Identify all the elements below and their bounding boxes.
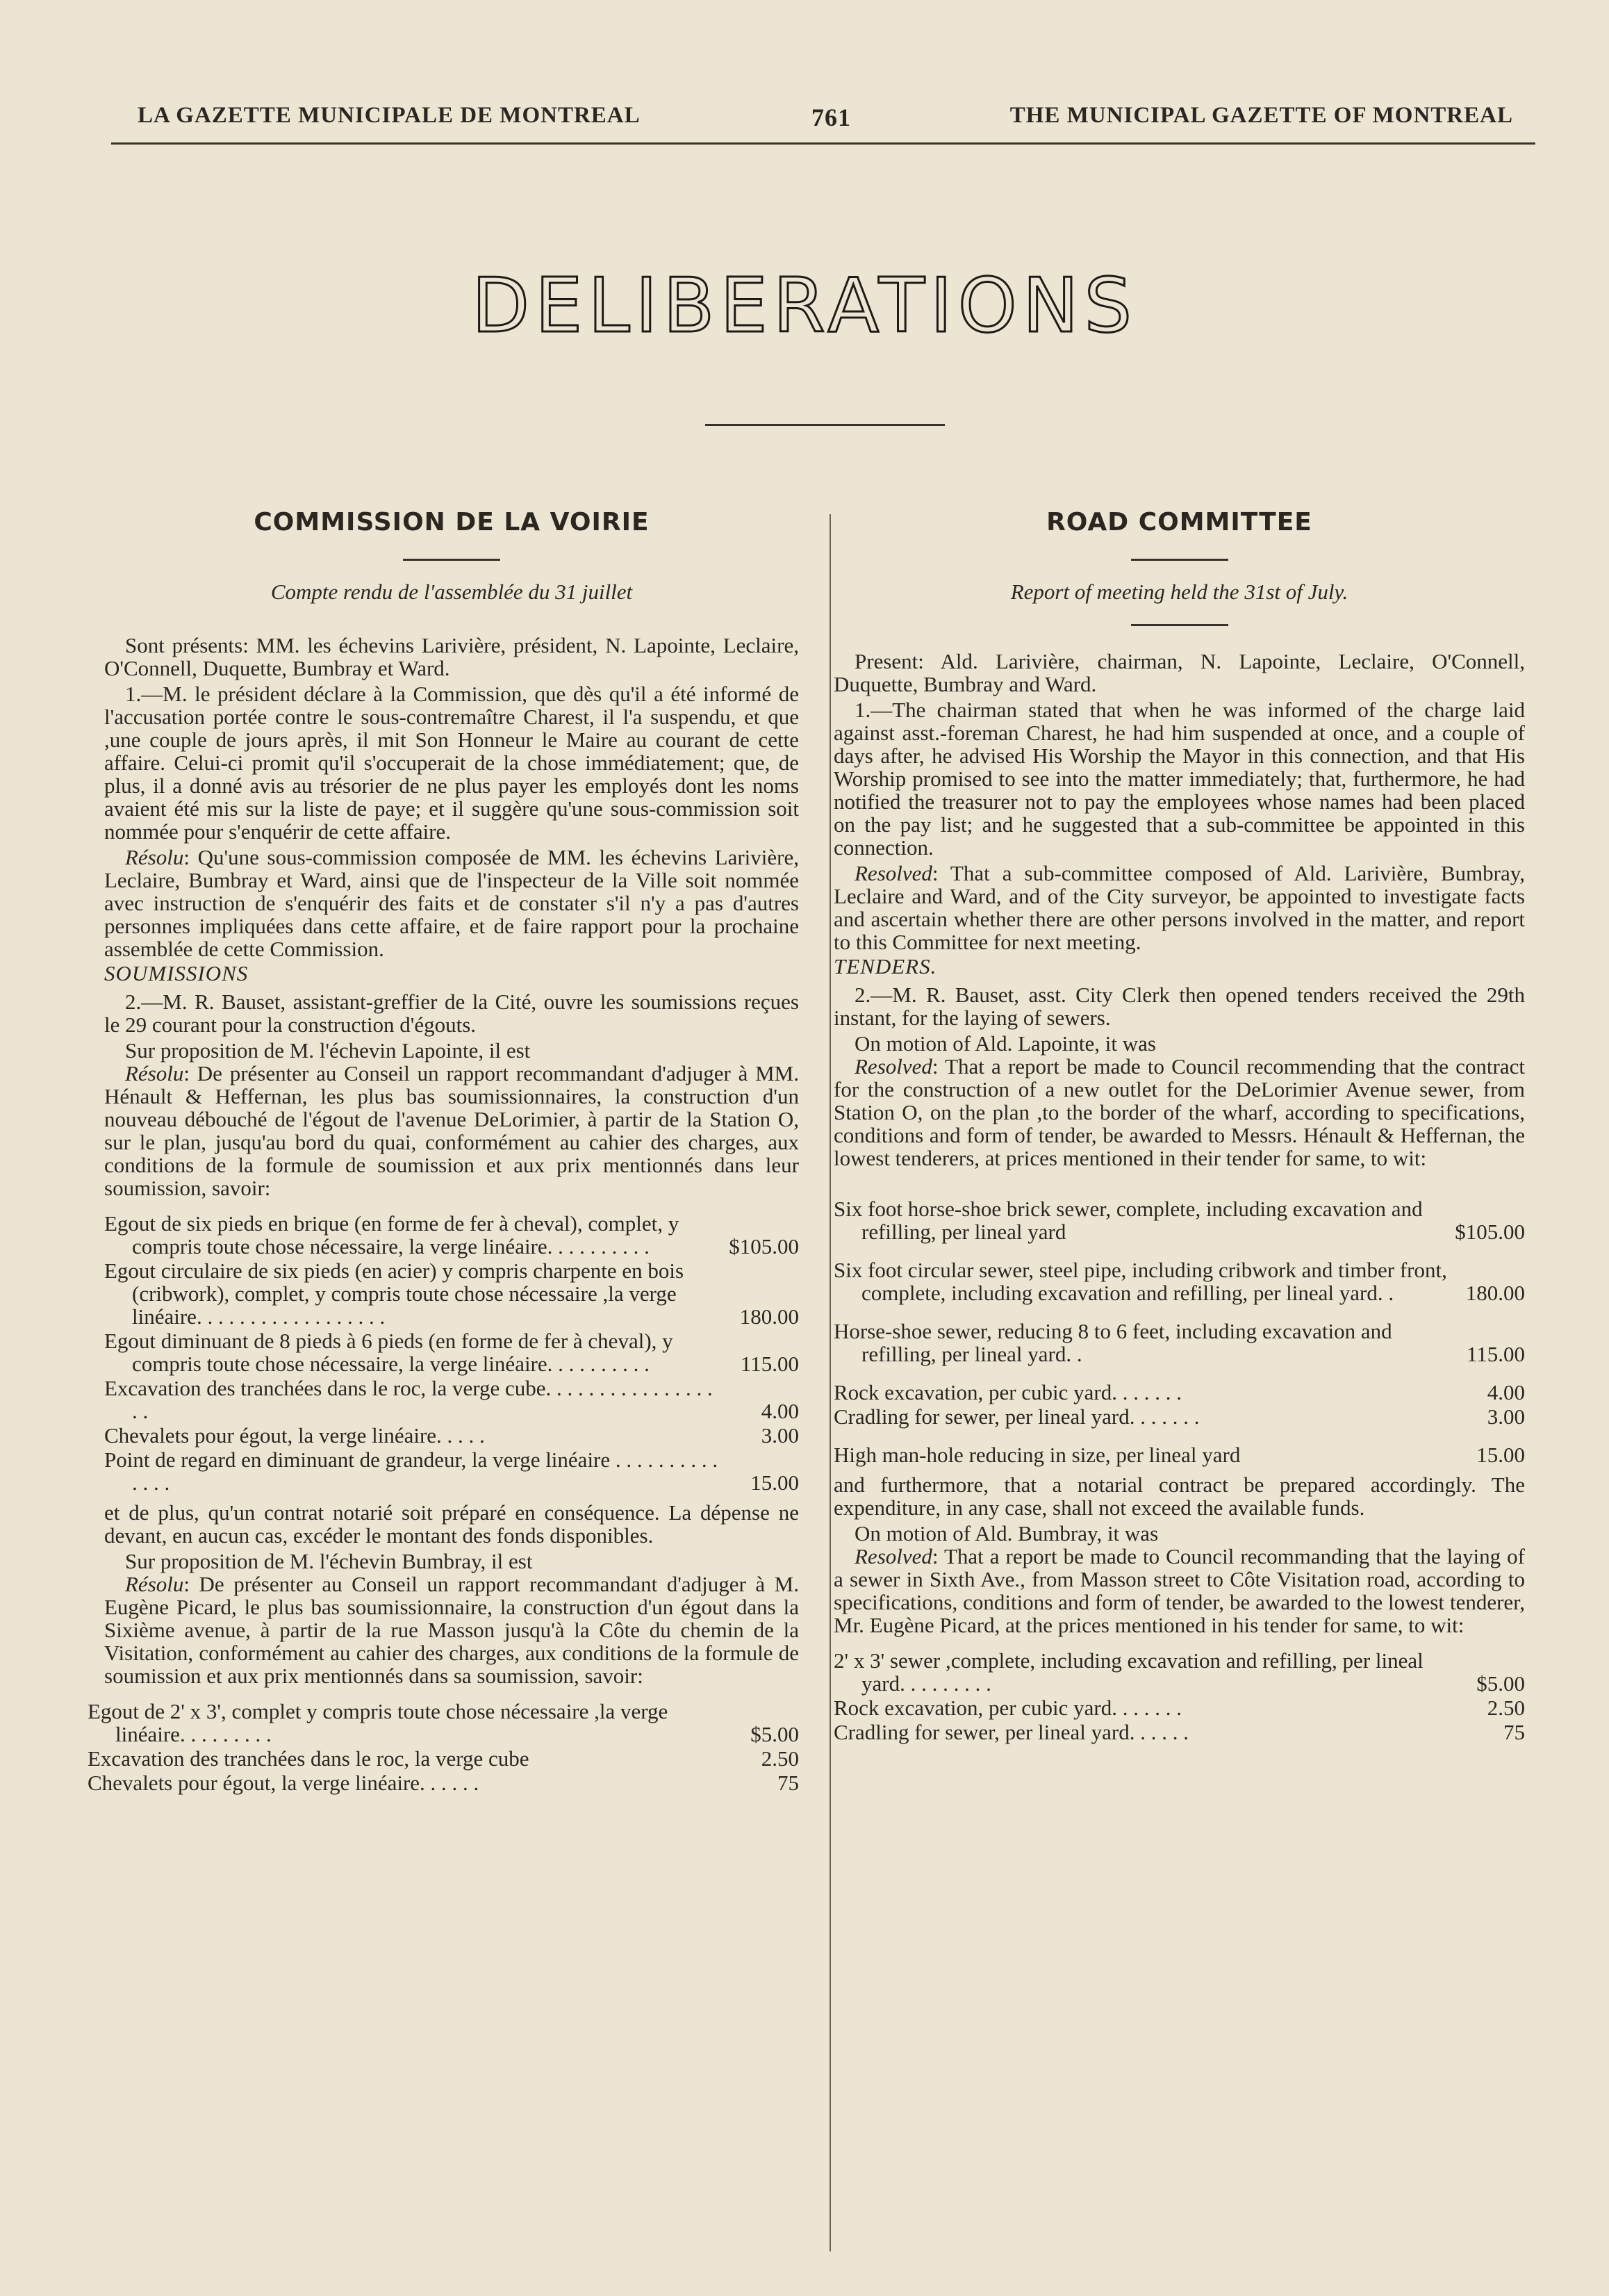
english-resolution-3 — [834, 1545, 1525, 1637]
resolution-label: Resolved — [855, 1054, 932, 1079]
price-value: 75 — [777, 1771, 799, 1795]
resolution-label: Resolved — [855, 861, 932, 885]
price-item — [834, 1649, 1525, 1695]
price-desc: Point de regard en diminuant de grandeur, la verge linéaire . . . . . . . . . . . . . . — [104, 1448, 718, 1495]
price-item — [834, 1443, 1525, 1466]
english-section-title: TENDERS. — [834, 954, 937, 978]
price-value: 15.00 — [1476, 1443, 1525, 1467]
price-item — [834, 1381, 1525, 1404]
header-rule — [111, 142, 1535, 145]
price-value: 4.00 — [761, 1399, 799, 1423]
english-heading: ROAD COMMITTEE — [1046, 508, 1312, 536]
price-item — [104, 1212, 799, 1258]
price-value: 2.50 — [1487, 1696, 1525, 1720]
french-motion-2: Sur proposition de M. l'échevin Bumbray, il est — [125, 1549, 533, 1573]
price-item — [834, 1405, 1525, 1428]
english-subtitle: Report of meeting held the 31st of July. — [1010, 580, 1348, 604]
english-attendance: Present: Ald. Larivière, chairman, N. Lapointe, Leclaire, O'Connell, Duquette, Bumbray and Ward. — [834, 649, 1525, 696]
english-contract-clause: and furthermore, that a notarial contract be prepared accordingly. The expenditure, in any case, shall not exceed the available funds. — [834, 1473, 1525, 1520]
resolution-text: : Qu'une sous-commission composée de MM. les échevins Larivière, Leclaire, Bumbray et Ward, ainsi que de l'inspecteur de la Ville soit nommée avec instruction de s'enquérir des faits et de constater s'il n'y a pas d'autres personnes impliquées dans cette affaire, et de faire rapport pour la prochaine assemblée de cette Commission. — [104, 845, 799, 961]
resolution-text: : De présenter au Conseil un rapport recommandant d'adjuger à M. Eugène Picard, le plus bas soumissionnaire, la construction d'un égout dans la Sixième avenue, à partir de la rue Masson jusqu'à la Côte du chemin de la Visitation, conformément au cahier des charges, aux conditions de la formule de soumission et aux prix mentionnés dans sa soumission, savoir: — [104, 1572, 799, 1688]
resolution-label: Résolu — [125, 845, 184, 869]
french-attendance: Sont présents: MM. les échevins Larivière, président, N. Lapointe, Leclaire, O'Connell, Duquette, Bumbray et Ward. — [104, 633, 799, 680]
french-resolution-3 — [104, 1573, 799, 1687]
price-desc: Chevalets pour égout, la verge linéaire. . . . . — [104, 1423, 485, 1448]
price-value: 2.50 — [761, 1746, 799, 1771]
price-desc: Excavation des tranchées dans le roc, la verge cube. . . . . . . . . . . . . . . . . . — [104, 1376, 713, 1423]
price-item — [104, 1329, 799, 1375]
price-desc: Cradling for sewer, per lineal yard. . . . . . . — [834, 1404, 1200, 1429]
english-motion-1: On motion of Ald. Lapointe, it was — [855, 1031, 1156, 1056]
french-price-list-2 — [88, 1700, 799, 1794]
resolution-label: Résolu — [125, 1572, 184, 1596]
resolution-text: : De présenter au Conseil un rapport recommandant d'adjuger à MM. Hénault & Heffernan, les plus bas soumissionnaires, la construction d'un nouveau débouché de l'égout de l'avenue DeLorimier, à partir de la Station O, sur le plan, jusqu'au bord du quai, conformément au cahier des charges, aux conditions de la formule de soumission et aux prix mentionnés dans leur soumission, savoir: — [104, 1061, 799, 1200]
price-desc: 2' x 3' sewer ,complete, including excavation and refilling, per lineal yard. . . . . . . . . — [834, 1648, 1424, 1696]
french-item-2: 2.—M. R. Bauset, assistant-greffier de la Cité, ouvre les soumissions reçues le 29 courant pour la construction d'égouts. — [104, 990, 799, 1037]
price-value: 115.00 — [1466, 1342, 1525, 1366]
price-value: 3.00 — [761, 1423, 799, 1448]
price-value: 180.00 — [739, 1304, 799, 1329]
price-value: $5.00 — [1476, 1671, 1525, 1696]
english-column — [834, 508, 1525, 1750]
spacer — [834, 626, 1525, 650]
price-value: 115.00 — [740, 1352, 799, 1376]
price-desc: Egout circulaire de six pieds (en acier) y compris charpente en bois (cribwork), complet, y compris toute chose nécessaire ,la verge linéaire. . . . . . . . . . . . . . . . . . — [104, 1258, 684, 1329]
title-rule — [705, 424, 945, 426]
price-desc: Egout diminuant de 8 pieds à 6 pieds (en forme de fer à cheval), y compris toute chose nécessaire, la verge linéaire. . . . . . . . . . — [104, 1329, 673, 1376]
price-item — [104, 1377, 799, 1422]
resolution-text: : That a report be made to Council recommanding that the laying of a sewer in Sixth Ave., from Masson street to Côte Visitation road, according to specifications, conditions and form of tender, be awarded to the lowest tenderer, Mr. Eugène Picard, at the prices mentioned in his tender for same, to wit: — [834, 1544, 1525, 1637]
price-desc: Cradling for sewer, per lineal yard. . . . . . — [834, 1720, 1189, 1744]
english-resolution-2 — [834, 1055, 1525, 1170]
french-resolution-1 — [104, 846, 799, 960]
price-desc: Horse-shoe sewer, reducing 8 to 6 feet, including excavation and refilling, per lineal yard. . — [834, 1319, 1392, 1366]
french-heading: COMMISSION DE LA VOIRIE — [254, 508, 650, 536]
price-desc: High man-hole reducing in size, per lineal yard — [834, 1443, 1241, 1467]
price-item — [88, 1771, 799, 1794]
price-value: 4.00 — [1487, 1380, 1525, 1404]
english-motion-2: On motion of Ald. Bumbray, it was — [855, 1521, 1159, 1545]
french-section-title: SOUMISSIONS — [104, 961, 249, 985]
resolution-text: : That a report be made to Council recommending that the contract for the construction of a new outlet for the DeLorimier Avenue sewer, from Station O, on the plan ,to the border of the wharf, according to specifications, conditions and form of tender, be awarded to Messrs. Hénault & Heffernan, the lowest tenderers, at prices mentioned in their tender for same, to wit: — [834, 1054, 1525, 1170]
page-title: DELIBERATIONS — [471, 263, 1138, 350]
french-price-list-1 — [104, 1212, 799, 1494]
price-item — [88, 1747, 799, 1770]
price-item — [834, 1320, 1525, 1366]
french-item-1: 1.—M. le président déclare à la Commission, que dès qu'il a été informé de l'accusation portée contre le sous-contremaître Charest, il l'a suspendu, et que ,une couple de jours après, il mit Son Honneur le Maire au courant de cette affaire. Celui-ci promit qu'il s'occuperait de la chose immédiatement; que, de plus, il a donné avis au trésorier de ne plus payer les employés dont les noms avaient été mis sur la liste de paye; et il suggère qu'une sous-commission soit nommée pour s'enquérir de cette affaire. — [104, 682, 799, 844]
price-desc: Six foot horse-shoe brick sewer, complete, including excavation and refilling, per lineal yard — [834, 1197, 1423, 1244]
french-column — [88, 508, 799, 1801]
price-value: 3.00 — [1487, 1404, 1525, 1429]
price-item — [834, 1197, 1525, 1243]
resolution-text: : That a sub-committee composed of Ald. Larivière, Bumbray, Leclaire and Ward, and of the City surveyor, be appointed to investigate facts and ascertain whether there are other persons involved in the matter, and report to this Committee for next meeting. — [834, 861, 1525, 954]
page-number: 761 — [811, 104, 851, 131]
column-divider — [830, 514, 831, 2252]
price-desc: Egout de 2' x 3', complet y compris toute chose nécessaire ,la verge linéaire. . . . . . . . . — [88, 1699, 668, 1746]
price-item — [104, 1424, 799, 1447]
price-value: $105.00 — [729, 1234, 799, 1258]
price-desc: Rock excavation, per cubic yard. . . . . . . — [834, 1380, 1182, 1404]
price-item — [834, 1258, 1525, 1304]
price-item — [834, 1721, 1525, 1744]
price-value: $5.00 — [750, 1722, 799, 1746]
price-value: 180.00 — [1465, 1281, 1525, 1305]
price-item — [88, 1700, 799, 1746]
english-item-2: 2.—M. R. Bauset, asst. City Clerk then opened tenders received the 29th instant, for the laying of sewers. — [834, 983, 1525, 1030]
english-resolution-1 — [834, 862, 1525, 953]
price-item — [104, 1448, 799, 1494]
resolution-label: Resolved — [855, 1544, 932, 1568]
french-resolution-2 — [104, 1062, 799, 1199]
price-desc: Rock excavation, per cubic yard. . . . . . . — [834, 1696, 1182, 1720]
resolution-label: Résolu — [125, 1061, 184, 1085]
price-desc: Egout de six pieds en brique (en forme de fer à cheval), complet, y compris toute chose nécessaire, la verge linéaire. . . . . . . . . . — [104, 1211, 679, 1258]
heading-rule — [1131, 559, 1228, 561]
price-desc: Chevalets pour égout, la verge linéaire. . . . . . — [88, 1771, 479, 1795]
french-motion-1: Sur proposition de M. l'échevin Lapointe, il est — [125, 1038, 531, 1063]
heading-rule — [403, 559, 500, 561]
header-left: LA GAZETTE MUNICIPALE DE MONTREAL — [138, 103, 641, 128]
running-header — [117, 103, 1513, 145]
price-value: 15.00 — [750, 1470, 799, 1495]
english-price-list-2 — [834, 1649, 1525, 1744]
english-price-list-1 — [834, 1197, 1525, 1466]
french-contract-clause: et de plus, qu'un contrat notarié soit préparé en conséquence. La dépense ne devant, en aucun cas, excéder le montant des fonds disponibles. — [104, 1500, 799, 1548]
header-right: THE MUNICIPAL GAZETTE OF MONTREAL — [1009, 103, 1513, 128]
price-value: $105.00 — [1455, 1220, 1525, 1244]
price-item — [104, 1259, 799, 1328]
price-desc: Six foot circular sewer, steel pipe, including cribwork and timber front, complete, including excavation and refilling, per lineal yard. . — [834, 1258, 1447, 1305]
price-value: 75 — [1503, 1720, 1525, 1744]
english-item-1: 1.—The chairman stated that when he was informed of the charge laid against asst.-foreman Charest, he had him suspended at once, and a couple of days after, he advised His Worship the Mayor in this connection, and that His Worship promised to see into the matter immediately; that, furthermore, he had notified the treasurer not to pay the employees whose names had been placed on the pay list; and he suggested that a sub-committee be appointed in this connection. — [834, 698, 1525, 860]
price-desc: Excavation des tranchées dans le roc, la verge cube — [88, 1746, 529, 1771]
price-item — [834, 1696, 1525, 1719]
french-subtitle: Compte rendu de l'assemblée du 31 juillet — [270, 580, 633, 604]
